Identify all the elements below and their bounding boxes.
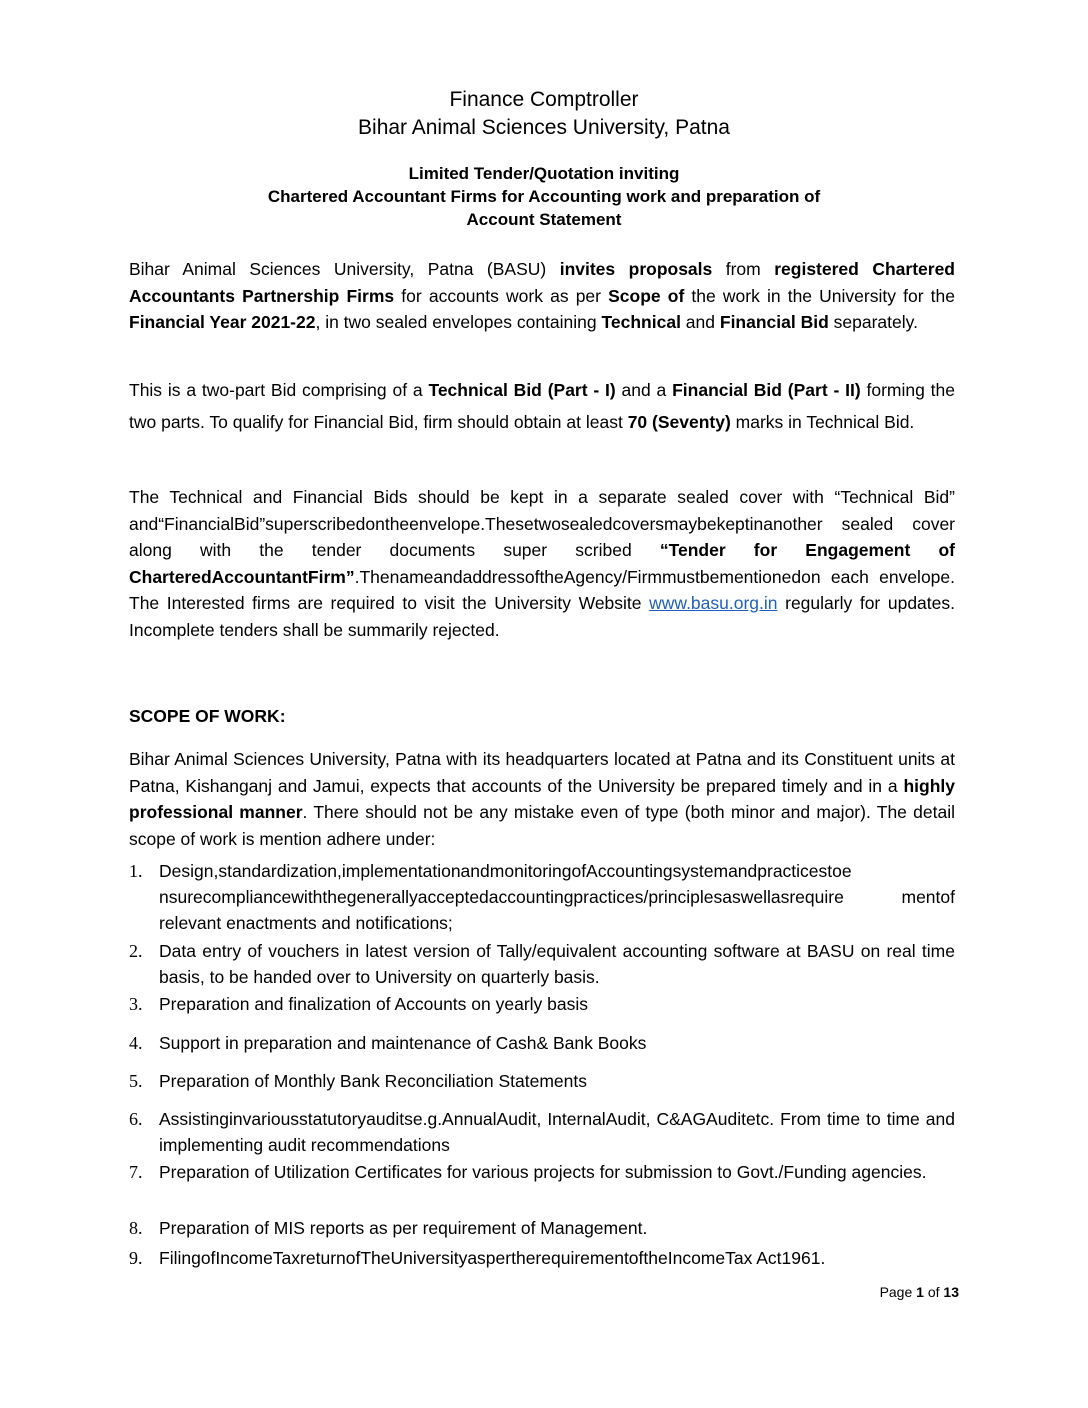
list-item bbox=[129, 938, 955, 990]
item-text: Data entry of vouchers in latest version of Tally/equivalent accounting software at BASU on real time basis, to be handed over to University on quarterly basis. bbox=[159, 941, 955, 987]
text: The Technical and Financial Bids should be kept in a separate sealed cover with “Technical Bid” bbox=[129, 487, 955, 507]
bid-parts-paragraph bbox=[129, 374, 955, 438]
list-item bbox=[129, 1106, 955, 1158]
scope-heading: SCOPE OF WORK: bbox=[129, 706, 286, 726]
list-item bbox=[129, 1245, 955, 1271]
bold-text: invites proposals bbox=[559, 259, 713, 279]
title-line-1: Finance Comptroller bbox=[449, 88, 639, 111]
bold-text: Scope of bbox=[608, 285, 685, 306]
item-number: 4. bbox=[129, 1033, 143, 1053]
title-line-2: Bihar Animal Sciences University, Patna bbox=[358, 116, 730, 139]
subtitle-line-1: Limited Tender/Quotation inviting bbox=[408, 164, 680, 183]
item-text: Preparation of MIS reports as per requirement of Management. bbox=[159, 1218, 648, 1238]
item-text: Support in preparation and maintenance of Cash& Bank Books bbox=[159, 1033, 647, 1053]
item-number: 7. bbox=[129, 1162, 143, 1182]
bold-text: highly professional manner bbox=[129, 775, 955, 822]
item-number: 3. bbox=[129, 994, 143, 1014]
of-label: of bbox=[923, 1284, 944, 1300]
university-website-link[interactable]: www.basu.org.in bbox=[649, 593, 778, 613]
text: and bbox=[680, 312, 720, 332]
list-item bbox=[129, 1068, 955, 1094]
text: and a bbox=[615, 380, 673, 400]
item-number: 2. bbox=[129, 941, 143, 961]
text: from bbox=[712, 259, 775, 279]
item-text: FilingofIncomeTaxreturnofTheUniversityaspertherequirementoftheIncomeTax Act1961. bbox=[159, 1248, 826, 1268]
bold-text: Technical Bid (Part - I) bbox=[428, 380, 616, 400]
text: Bihar Animal Sciences University, Patna with its headquarters located at Patna and its Constituent units at Patna, Kishanganj and Jamui, expects that accounts of the University be prepared timely and in a bbox=[129, 749, 955, 796]
intro-paragraph bbox=[129, 256, 955, 336]
item-number: 9. bbox=[129, 1248, 143, 1268]
text: Bihar Animal Sciences University, Patna (BASU) bbox=[129, 259, 560, 279]
scope-paragraph bbox=[129, 746, 955, 852]
text: and“FinancialBid”superscribedontheenvelope.Thesetwosealedcoversmaybekeptinanother sealed cover along with the tender documents super scribed bbox=[129, 513, 955, 560]
list-item bbox=[129, 1215, 955, 1241]
bold-text: “Tender for Engagement of CharteredAccountantFirm” bbox=[129, 540, 955, 587]
item-text: Preparation of Monthly Bank Reconciliation Statements bbox=[159, 1071, 588, 1091]
subtitle-line-2: Chartered Accountant Firms for Accounting work and preparation of bbox=[267, 187, 821, 206]
list-item bbox=[129, 991, 955, 1017]
page-number bbox=[880, 1284, 959, 1300]
text: . There should not be any mistake even of type (both minor and major). The detail scope of work is mention adhere under: bbox=[129, 802, 955, 849]
item-number: 5. bbox=[129, 1071, 143, 1091]
list-item bbox=[129, 1030, 955, 1056]
subtitle-line-3: Account Statement bbox=[466, 210, 622, 229]
list-item bbox=[129, 858, 955, 936]
item-text: Preparation and finalization of Accounts on yearly basis bbox=[159, 994, 589, 1014]
text: separately. bbox=[828, 312, 918, 332]
item-text: Design,standardization,implementationandmonitoringofAccountingsystemandpracticestoe nsurecompliancewiththegenerallyacceptedaccountingpractices/principlesaswellasrequire mentof relevant enactments and notifications; bbox=[159, 861, 955, 933]
text: forming the two parts. To qualify for Financial Bid, firm should obtain at least bbox=[129, 380, 956, 432]
bold-text: Financial Bid bbox=[719, 312, 829, 332]
text: This is a two-part Bid comprising of a bbox=[129, 380, 429, 400]
list-item bbox=[129, 1159, 955, 1185]
item-number: 1. bbox=[129, 861, 143, 881]
text: the work in the University for the bbox=[684, 285, 955, 306]
text: for accounts work as per bbox=[394, 285, 609, 306]
page-label: Page bbox=[879, 1284, 917, 1300]
bold-text: Technical bbox=[601, 312, 681, 332]
text: , in two sealed envelopes containing bbox=[315, 312, 602, 332]
item-number: 8. bbox=[129, 1218, 143, 1238]
bold-text: Financial Year 2021-22 bbox=[129, 312, 316, 332]
item-text: Preparation of Utilization Certificates for various projects for submission to Govt./Funding agencies. bbox=[159, 1162, 927, 1182]
text: marks in Technical Bid. bbox=[730, 412, 915, 432]
submission-paragraph bbox=[129, 484, 955, 643]
text: regularly for updates. Incomplete tenders shall be summarily rejected. bbox=[129, 593, 955, 640]
total-pages: 13 bbox=[943, 1284, 959, 1300]
text: .ThenameandaddressoftheAgency/Firmmustbementionedon each envelope. The Interested firms are required to visit the University Website bbox=[129, 566, 955, 613]
bold-text: Financial Bid (Part - II) bbox=[672, 380, 861, 400]
bold-text: 70 (Seventy) bbox=[627, 412, 731, 432]
item-text: Assistinginvariousstatutoryauditse.g.AnnualAudit, InternalAudit, C&AGAuditetc. From time to time and implementing audit recommendations bbox=[159, 1109, 955, 1155]
current-page: 1 bbox=[916, 1284, 924, 1300]
bold-text: registered Chartered Accountants Partnership Firms bbox=[129, 259, 955, 306]
item-number: 6. bbox=[129, 1109, 143, 1129]
